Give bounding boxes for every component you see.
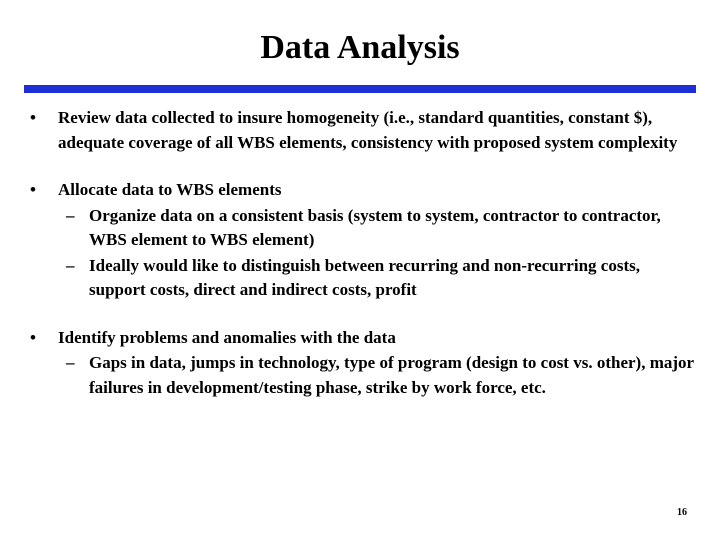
bullet-item-allocate — [0, 178, 720, 303]
sub-bullet-item — [58, 204, 700, 253]
page-number: 16 — [677, 507, 687, 518]
bullet-text: Allocate data to WBS elements — [58, 180, 282, 199]
slide-title: Data Analysis — [260, 29, 460, 66]
sub-bullet-text: Gaps in data, jumps in technology, type of program (design to cost vs. other), major failures in development/testing phase, strike by work force, etc. — [89, 353, 694, 397]
bullet-list — [0, 106, 720, 423]
sub-bullet-item — [58, 351, 700, 400]
sub-bullet-text: Ideally would like to distinguish between recurring and non-recurring costs, support costs, direct and indirect costs, profit — [89, 255, 640, 299]
bullet-item-review — [0, 106, 720, 155]
bullet-icon: • — [30, 327, 36, 347]
dash-icon: – — [66, 255, 75, 275]
title-divider — [24, 85, 696, 93]
bullet-item-identify — [0, 326, 720, 401]
dash-icon: – — [66, 353, 75, 372]
bullet-text: Identify problems and anomalies with the data — [58, 327, 396, 347]
bullet-icon: • — [30, 180, 36, 199]
sub-bullet-item — [58, 254, 700, 303]
dash-icon: – — [66, 205, 75, 225]
bullet-icon: • — [30, 108, 36, 127]
sub-bullet-text: Organize data on a consistent basis (system to system, contractor to contractor, WBS element to WBS element) — [89, 205, 661, 249]
bullet-text: Review data collected to insure homogeneity (i.e., standard quantities, constant $), adequate coverage of all WBS elements, consistency with proposed system complexity — [58, 108, 678, 152]
